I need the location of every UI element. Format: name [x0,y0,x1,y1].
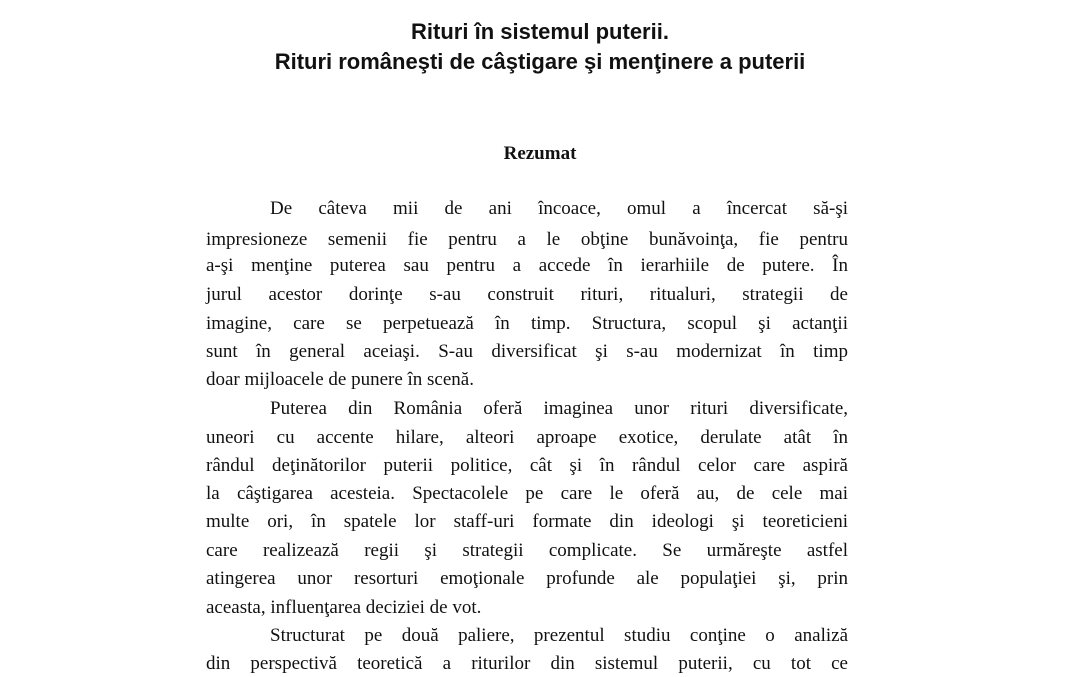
paragraph-3-line-2: din perspectivă teoretică a riturilor din sistemul puterii, cu tot ce [206,653,848,674]
abstract-heading: Rezumat [503,143,577,164]
paragraph-2-line-8: aceasta, influenţarea deciziei de vot. [206,597,482,618]
paragraph-1-line-3: a-şi menţine puterea sau pentru a accede în ierarhiile de putere. În [206,255,848,276]
paragraph-2-line-4: la câştigarea acesteia. Spectacolele pe care le oferă au, de cele mai [206,483,848,504]
paragraph-3-line-1: Structurat pe două paliere, prezentul studiu conţine o analiză [270,625,848,646]
paragraph-1-line-6: sunt în general aceiaşi. S-au diversificat şi s-au modernizat în timp [206,341,848,362]
paragraph-2-line-2: uneori cu accente hilare, alteori aproape exotice, derulate atât în [206,427,848,448]
paragraph-2-line-7: atingerea unor resorturi emoţionale profunde ale populaţiei şi, prin [206,568,848,589]
paragraph-1-line-1: De câteva mii de ani încoace, omul a încercat să-şi [270,198,848,219]
paragraph-1-line-5: imagine, care se perpetuează în timp. Structura, scopul şi actanţii [206,313,848,334]
paragraph-1-line-4: jurul acestor dorinţe s-au construit rituri, ritualuri, strategii de [206,284,848,305]
paragraph-2-line-3: rândul deţinătorilor puterii politice, cât şi în rândul celor care aspiră [206,455,848,476]
document-title-line-1: Rituri în sistemul puterii. [411,19,669,44]
paragraph-1-line-2: impresioneze semenii fie pentru a le obţine bunăvoinţa, fie pentru [206,229,848,250]
paragraph-2-line-5: multe ori, în spatele lor staff-uri formate din ideologi şi teoreticieni [206,511,848,532]
paragraph-2-line-1: Puterea din România oferă imaginea unor rituri diversificate, [270,398,848,419]
paragraph-1-line-7: doar mijloacele de punere în scenă. [206,369,474,390]
paragraph-2-line-6: care realizează regii şi strategii complicate. Se urmăreşte astfel [206,540,848,561]
document-title-line-2: Rituri româneşti de câştigare şi menţinere a puterii [274,49,806,74]
